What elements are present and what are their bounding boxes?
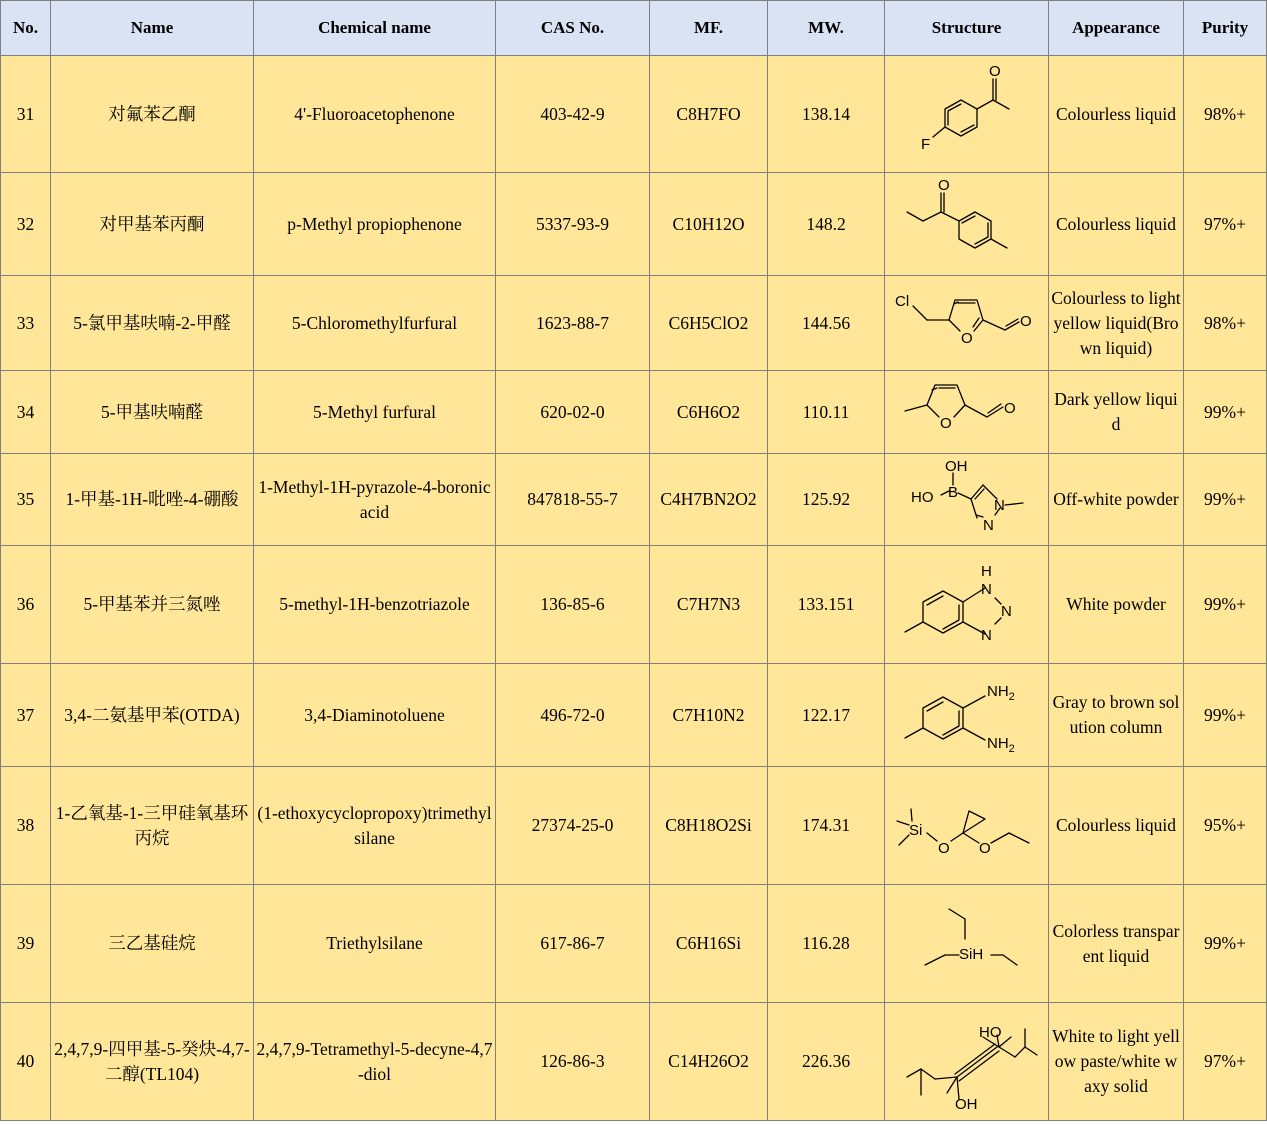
cell-chemical-name: 1-Methyl-1H-pyrazole-4-boronic acid [254,454,496,546]
cell-mw: 138.14 [768,56,885,173]
atom-label: O [937,839,950,857]
cell-mw: 133.151 [768,546,885,664]
cell-appearance: White powder [1049,546,1184,664]
cell-no: 33 [1,276,51,371]
cell-cas: 126-86-3 [496,1003,650,1121]
cell-no: 39 [1,885,51,1003]
cell-purity: 97%+ [1184,173,1267,276]
structure-methylbenzotriazole [887,550,1047,660]
cell-cas: 27374-25-0 [496,767,650,885]
table-row [1,1003,1267,1121]
structure-p-methylpropiophenone [887,175,1047,273]
cell-no: 32 [1,173,51,276]
cell-cas: 1623-88-7 [496,276,650,371]
cell-cas: 847818-55-7 [496,454,650,546]
cell-structure [885,546,1049,664]
cell-chemical-name: Triethylsilane [254,885,496,1003]
cell-cas: 496-72-0 [496,664,650,767]
cell-appearance: Gray to brown solution column [1049,664,1184,767]
cell-name: 5-甲基呋喃醛 [51,371,254,454]
cell-no: 34 [1,371,51,454]
atom-label: SiH [958,945,983,963]
cell-purity: 99%+ [1184,546,1267,664]
cell-purity: 97%+ [1184,1003,1267,1121]
cell-chemical-name: p-Methyl propiophenone [254,173,496,276]
cell-purity: 99%+ [1184,371,1267,454]
cell-cas: 617-86-7 [496,885,650,1003]
cell-mw: 174.31 [768,767,885,885]
cell-name: 对甲基苯丙酮 [51,173,254,276]
col-header-appearance: Appearance [1049,1,1184,56]
structure-tetramethyldecynediol [887,1007,1047,1117]
cell-chemical-name: 5-methyl-1H-benzotriazole [254,546,496,664]
table-row [1,56,1267,173]
col-header-structure: Structure [885,1,1049,56]
cell-no: 36 [1,546,51,664]
cell-appearance: Off-white powder [1049,454,1184,546]
atom-label: N [982,516,994,534]
cell-name: 1-乙氧基-1-三甲硅氧基环丙烷 [51,767,254,885]
cell-structure [885,56,1049,173]
cell-purity: 98%+ [1184,276,1267,371]
cell-appearance: Colourless to light yellow liquid(Brown liquid) [1049,276,1184,371]
structure-ethoxycyclopropoxy-trimethylsilane [887,771,1047,881]
atom-label: OH [944,457,967,475]
cell-structure [885,454,1049,546]
atom-label: O [937,177,950,194]
atom-label: O [1019,313,1032,330]
atom-label: $NH_2$ [986,735,1015,755]
cell-appearance: White to light yellow paste/white waxy solid [1049,1003,1184,1121]
table-row [1,885,1267,1003]
atom-label: N [993,496,1005,514]
cell-name: 5-氯甲基呋喃-2-甲醛 [51,276,254,371]
atom-label: $NH_2$ [986,683,1015,703]
cell-no: 35 [1,454,51,546]
cell-mw: 116.28 [768,885,885,1003]
cell-no: 37 [1,664,51,767]
structure-methylpyrazole-boronic-acid [887,455,1047,545]
cell-no: 38 [1,767,51,885]
cell-chemical-name: (1-ethoxycyclopropoxy)trimethylsilane [254,767,496,885]
cell-name: 5-甲基苯并三氮唑 [51,546,254,664]
col-header-mw: MW. [768,1,885,56]
cell-cas: 620-02-0 [496,371,650,454]
cell-chemical-name: 5-Chloromethylfurfural [254,276,496,371]
col-header-mf: MF. [650,1,768,56]
cell-mf: C4H7BN2O2 [650,454,768,546]
atom-label: O [1003,400,1016,417]
structure-triethylsilane [887,889,1047,999]
col-header-chemical-name: Chemical name [254,1,496,56]
col-header-purity: Purity [1184,1,1267,56]
col-header-name: Name [51,1,254,56]
cell-name: 3,4-二氨基甲苯(OTDA) [51,664,254,767]
atom-label: N [980,626,992,644]
cell-cas: 136-85-6 [496,546,650,664]
cell-chemical-name: 4'-Fluoroacetophenone [254,56,496,173]
cell-cas: 403-42-9 [496,56,650,173]
atom-label: N [1000,602,1012,620]
cell-mf: C8H7FO [650,56,768,173]
cell-no: 31 [1,56,51,173]
cell-structure [885,276,1049,371]
cell-mf: C7H7N3 [650,546,768,664]
structure-5-chloromethylfurfural [887,278,1047,368]
table-row [1,371,1267,454]
cell-purity: 95%+ [1184,767,1267,885]
atom-label: HO [978,1023,1001,1041]
cell-structure [885,1003,1049,1121]
cell-purity: 98%+ [1184,56,1267,173]
table-row [1,767,1267,885]
cell-chemical-name: 2,4,7,9-Tetramethyl-5-decyne-4,7-diol [254,1003,496,1121]
cell-structure [885,767,1049,885]
cell-mf: C10H12O [650,173,768,276]
atom-label: Cl [894,293,909,310]
cell-mw: 144.56 [768,276,885,371]
cell-mw: 122.17 [768,664,885,767]
cell-mf: C8H18O2Si [650,767,768,885]
atom-label: Si [908,821,922,839]
atom-label: OH [954,1095,977,1113]
cell-name: 1-甲基-1H-吡唑-4-硼酸 [51,454,254,546]
structure-4-fluoroacetophenone [887,59,1047,169]
cell-mf: C7H10N2 [650,664,768,767]
cell-chemical-name: 5-Methyl furfural [254,371,496,454]
atom-label: O [988,63,1001,80]
atom-label: HO [910,488,933,506]
cell-structure [885,885,1049,1003]
cell-appearance: Colourless liquid [1049,56,1184,173]
cell-mw: 110.11 [768,371,885,454]
cell-mf: C6H6O2 [650,371,768,454]
cell-purity: 99%+ [1184,454,1267,546]
cell-appearance: Dark yellow liquid [1049,371,1184,454]
cell-appearance: Colourless liquid [1049,173,1184,276]
table-row [1,276,1267,371]
atom-label: H [980,562,992,580]
cell-cas: 5337-93-9 [496,173,650,276]
header-row [1,1,1267,56]
atom-label: O [978,839,991,857]
cell-appearance: Colorless transparent liquid [1049,885,1184,1003]
cell-name: 三乙基硅烷 [51,885,254,1003]
cell-name: 2,4,7,9-四甲基-5-癸炔-4,7-二醇(TL104) [51,1003,254,1121]
table-row [1,454,1267,546]
structure-5-methylfurfural [887,373,1047,451]
cell-appearance: Colourless liquid [1049,767,1184,885]
table-row [1,546,1267,664]
cell-chemical-name: 3,4-Diaminotoluene [254,664,496,767]
cell-mf: C6H16Si [650,885,768,1003]
col-header-no: No. [1,1,51,56]
atom-label: O [960,330,973,347]
cell-mf: C14H26O2 [650,1003,768,1121]
atom-label: N [980,580,992,598]
cell-mw: 226.36 [768,1003,885,1121]
col-header-cas: CAS No. [496,1,650,56]
cell-mw: 148.2 [768,173,885,276]
cell-structure [885,664,1049,767]
atom-label: O [939,415,952,432]
cell-mw: 125.92 [768,454,885,546]
cell-no: 40 [1,1003,51,1121]
structure-diaminotoluene [887,666,1047,764]
table-row [1,664,1267,767]
cell-structure [885,371,1049,454]
cell-name: 对氟苯乙酮 [51,56,254,173]
table-row [1,173,1267,276]
atom-label: B [947,483,958,501]
cell-structure [885,173,1049,276]
cell-purity: 99%+ [1184,664,1267,767]
cell-mf: C6H5ClO2 [650,276,768,371]
atom-label: F [920,136,930,153]
cell-purity: 99%+ [1184,885,1267,1003]
